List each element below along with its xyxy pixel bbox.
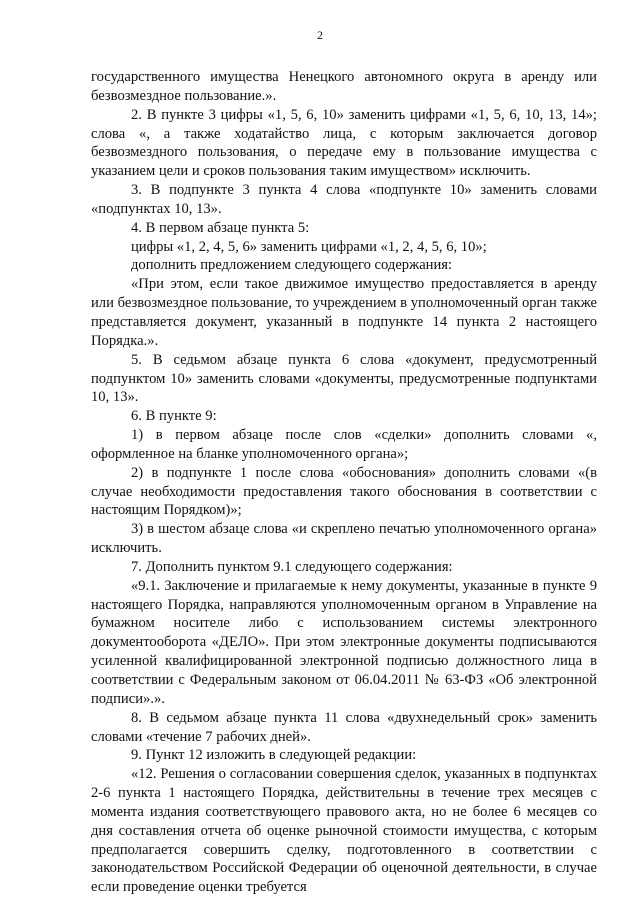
paragraph-item-3: 3. В подпункте 3 пункта 4 слова «подпункте 10» заменить словами «подпунктах 10, 13». — [91, 182, 597, 217]
paragraph-item-8: 8. В седьмом абзаце пункта 11 слова «двухнедельный срок» заменить словами «течение 7 рабочих дней». — [91, 709, 597, 745]
paragraph-continuation: государственного имущества Ненецкого автономного округа в аренду или безвозмездное пользование.». — [91, 69, 597, 104]
paragraph-item-4-quote: «При этом, если такое движимое имущество предоставляется в аренду или безвозмездное пользование, то учреждением в уполномоченный орган также представляется документ, указанный в подпункте 14 пункта 2 настоящего Порядка.». — [91, 276, 597, 349]
document-body — [91, 68, 597, 897]
paragraph-item-7: 7. Дополнить пунктом 9.1 следующего содержания: — [131, 558, 453, 575]
paragraph-item-9-quote: «12. Решения о согласовании совершения сделок, указанных в подпунктах 2-6 пункта 1 настоящего Порядка, действительны в течение трех месяцев с момента издания соответствующего правового акта, но не более 6 месяцев со дня составления отчета об оценке рыночной стоимости имущества, с которым предполагается совершить сделку, подготовленного в соответствии с законодательством Российской Федерации об оценочной деятельности, в случае если проведение оценки требуется — [91, 766, 597, 896]
paragraph-item-6-sub-1: 1) в первом абзаце после слов «сделки» дополнить словами «, оформленное на бланке уполномоченного органа»; — [91, 427, 597, 462]
paragraph-item-5: 5. В седьмом абзаце пункта 6 слова «документ, предусмотренный подпунктом 10» заменить словами «документы, предусмотренные подпунктами 10, 13». — [91, 351, 597, 406]
paragraph-item-6: 6. В пункте 9: — [131, 408, 217, 425]
paragraph-item-7-quote: «9.1. Заключение и прилагаемые к нему документы, указанные в пункте 9 настоящего Порядка, направляются уполномоченным органом в Управление на бумажном носителе либо с использованием системы электронного документооборота «ДЕЛО». При этом электронные документы подписываются усиленной квалифицированной электронной подписью должностного лица в соответствии с Федеральным законом от 06.04.2011 № 63-ФЗ «Об электронной подписи».». — [91, 577, 597, 707]
paragraph-item-9: 9. Пункт 12 изложить в следующей редакции: — [131, 747, 417, 764]
page-number: 2 — [317, 28, 323, 42]
paragraph-item-4-sub-2: дополнить предложением следующего содержания: — [131, 257, 453, 274]
paragraph-item-4-sub-1: цифры «1, 2, 4, 5, 6» заменить цифрами «1, 2, 4, 5, 6, 10»; — [131, 238, 487, 255]
paragraph-item-4: 4. В первом абзаце пункта 5: — [131, 219, 310, 236]
paragraph-item-2: 2. В пункте 3 цифры «1, 5, 6, 10» заменить цифрами «1, 5, 6, 10, 13, 14»; слова «, а также ходатайство лица, с которым заключается договор безвозмездного пользования, о передаче ему в пользование имущества с указанием цели и сроков пользования таким имуществом» исключить. — [91, 106, 597, 180]
paragraph-item-6-sub-3: 3) в шестом абзаце слова «и скреплено печатью уполномоченного органа» исключить. — [91, 521, 597, 557]
paragraph-item-6-sub-2: 2) в подпункте 1 после слова «обоснования» дополнить словами «(в случае необходимости предоставления такого обоснования в соответствии с настоящим Порядком)»; — [91, 464, 597, 519]
